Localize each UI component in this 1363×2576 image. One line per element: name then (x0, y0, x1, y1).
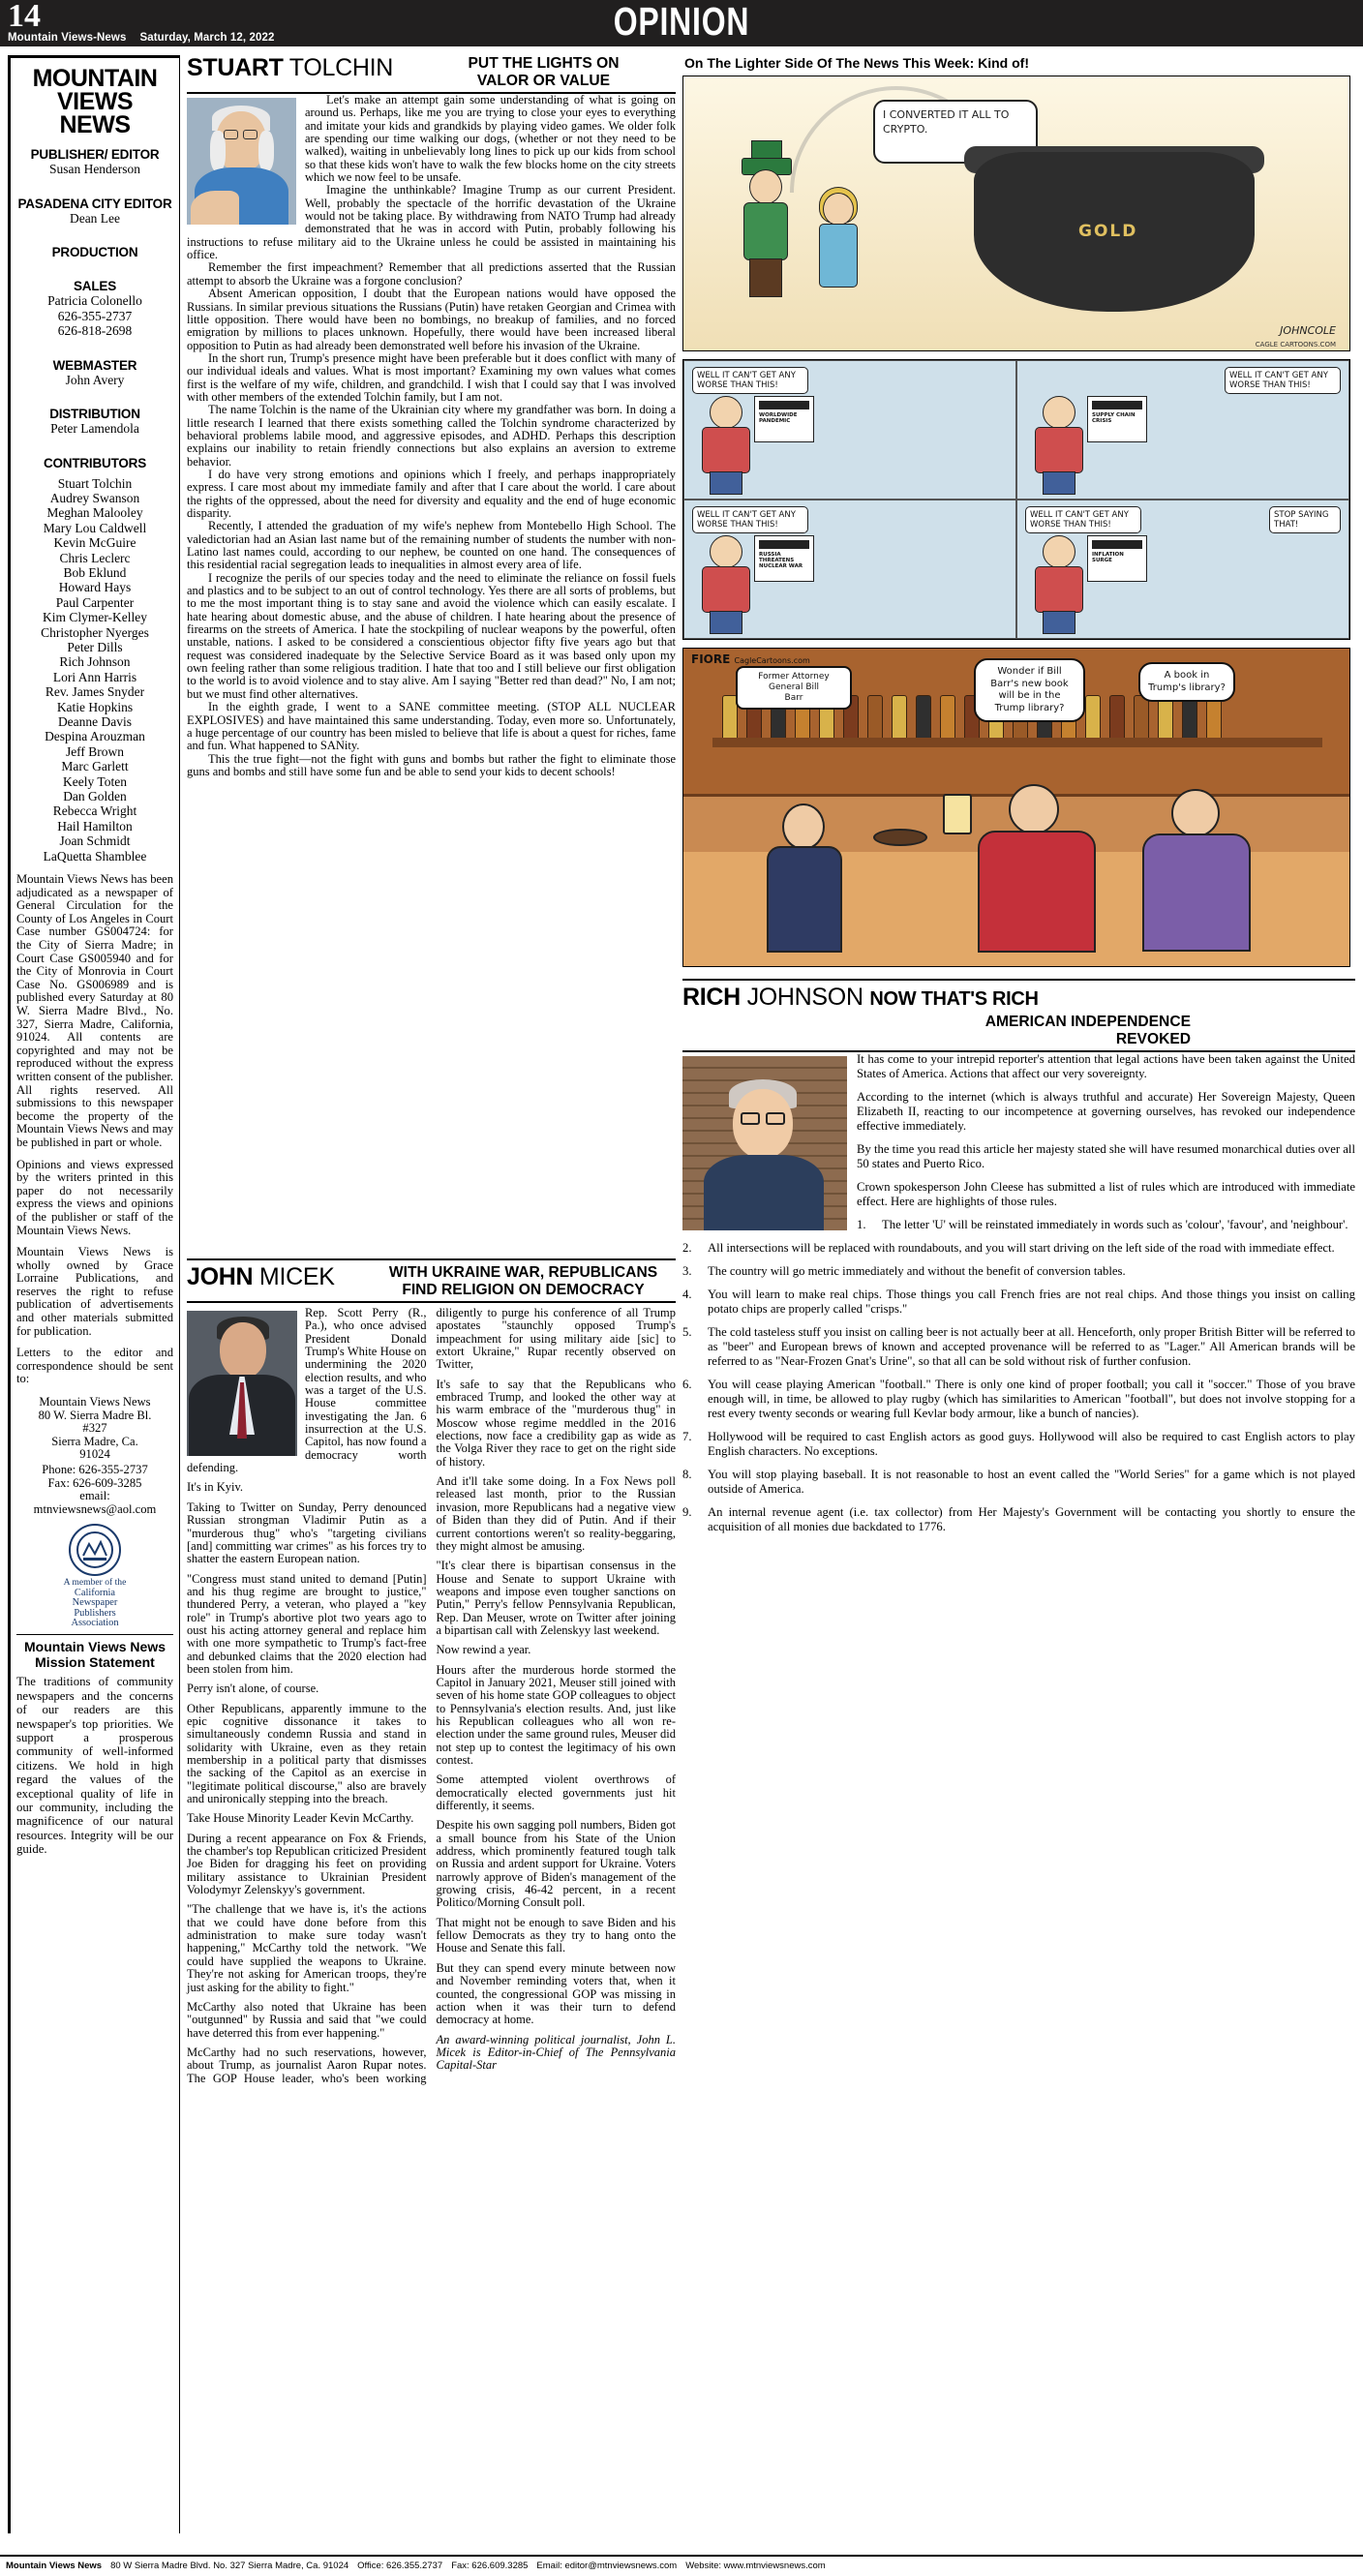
role-title-publisher: PUBLISHER/ EDITOR (30, 147, 160, 162)
sales-phone-1: 626-355-2737 (57, 308, 133, 323)
address-line: #327 (82, 1421, 107, 1436)
contributor-name: Meghan Malooley (46, 505, 143, 521)
micek-paragraph: That might not be enough to save Biden and his fellow Democrats as they try to hang onto the House and Senate this fall. (436, 1915, 676, 1955)
micek-paragraph: "It's clear there is bipartisan consensus in the House and Senate to support Ukraine with weapons and impose even tougher sanctions on Putin," Perry's fellow Pennsylvania Republican, Rep. Dan Meuser, wrote on Twitter after joining a bipartisan call with Zelenskyy last weekend. (436, 1559, 676, 1637)
stuart-paragraph: This the true fight—not the fight with guns and bombs but rather the fight to eliminate those guns and bombs and still have some fun and be able to send your kids to decent schools! (187, 751, 676, 778)
cnpa-line: Association (71, 1618, 119, 1628)
rich-rule-number: 9. (682, 1505, 692, 1519)
stuart-headline-line-2: VALOR OR VALUE (476, 73, 611, 89)
stuart-byline (187, 55, 411, 81)
rich-intro-paragraph: By the time you read this article her majesty stated she will have resumed monarchical duties over all 50 states and Puerto Rico. (857, 1142, 1355, 1170)
contributor-name: Rev. James Snyder (45, 684, 145, 700)
cartoon2-panel-1-caption: WELL IT CAN'T GET ANY WORSE THAN THIS! (692, 367, 808, 394)
sidebar-role-distribution (16, 407, 173, 437)
contributor-name: Jeff Brown (65, 743, 125, 759)
contributor-name: Joan Schmidt (59, 833, 131, 849)
micek-byline-last: MICEK (258, 1263, 335, 1290)
micek-byline-first: JOHN (187, 1263, 254, 1290)
rich-rule-number: 6. (682, 1378, 692, 1391)
address-line: Sierra Madre, Ca. (51, 1434, 138, 1448)
cartoon2-panel-4 (1016, 500, 1349, 639)
contributor-name: Katie Hopkins (56, 699, 134, 714)
rich-rule-number: 7. (682, 1430, 692, 1443)
stuart-byline-last: TOLCHIN (288, 54, 393, 81)
cartoon2-panel-2-caption: WELL IT CAN'T GET ANY WORSE THAN THIS! (1225, 367, 1341, 394)
footer-address: 80 W Sierra Madre Blvd. No. 327 Sierra Madre, Ca. 91024 (110, 2561, 349, 2571)
cartoon3-patron-3 (1138, 789, 1255, 949)
role-title-pasadena-editor: PASADENA CITY EDITOR (17, 196, 172, 211)
cartoon2-panel-4-caption-2: STOP SAYING THAT! (1269, 506, 1341, 533)
stuart-tolchin-column (187, 55, 676, 778)
contributor-name: Peter Dills (67, 639, 123, 654)
cartoon3-patron-2 (974, 784, 1100, 949)
stuart-paragraph: In the eighth grade, I went to a SANE committee meeting. (STOP ALL NUCLEAR EXPLOSIVES) and have maintained this same understanding. Today, even more so. Unfortunately, a huge percentage of our country has been misled to believe that life is about a quest for riches, fame and fun. What happened to SANity. (187, 700, 676, 753)
micek-paragraph: Perry isn't alone, of course. (187, 1682, 319, 1696)
contributor-name: Christopher Nyerges (41, 624, 149, 640)
cnpa-line: Newspaper (72, 1597, 118, 1609)
cartoon2-panel-4-headline: INFLATION SURGE (1092, 552, 1124, 563)
contributor-name: Audrey Swanson (49, 490, 140, 505)
micek-paragraph: Now rewind a year. (436, 1643, 531, 1657)
stuart-paragraph: In the short run, Trump's presence might have been preferable but it does conflict with many of our individual ideals and values. What is most important? Examining my own values what comes first is the welfare of my wife, children, and grandchild. I wish that I could say that I was involved with other members of the extended Tolchin family, but I am not. (187, 350, 676, 404)
rich-byline (682, 985, 1039, 1013)
rich-rule-text: All intersections will be replaced with roundabouts, and you will start driving on the left side of the road with immediate effect. (708, 1241, 1335, 1255)
section-title: OPINION (613, 0, 750, 44)
cnpa-line: A member of the (63, 1577, 127, 1589)
rich-byline-first: RICH (682, 984, 741, 1011)
role-name-webmaster: John Avery (65, 372, 125, 387)
cartoon2-panel-4-caption: WELL IT CAN'T GET ANY WORSE THAN THIS! (1025, 506, 1141, 533)
cartoon2-panel-3-caption: WELL IT CAN'T GET ANY WORSE THAN THIS! (692, 506, 808, 533)
micek-paragraph: "Congress must stand united to demand [Putin] and his thug regime are brought to justice," thundered Perry, a veteran, who played a "key role" in Trump's abortive plot two years ago to oust his acting attorney general and replace him with one more sympathetic to Trump's fact-free and debunked claims that the 2020 election had been stolen from him. (187, 1571, 427, 1676)
stuart-paragraph: I do have very strong emotions and opinions which I freely, and perhaps inappropriately express. I care most about my immediate family and after that I care about the world. I care about the rights of the oppressed, about the need for diversity and equality and the end of huge economic disparity. (187, 467, 676, 520)
rich-rule-text: An internal revenue agent (i.e. tax collector) from Her Majesty's Government will be contacting you shortly to ensure the acquisition of all monies due backdated to 1776. (708, 1505, 1355, 1533)
cartoon-bar-scene (682, 648, 1350, 967)
role-name-pasadena-editor: Dean Lee (69, 210, 121, 226)
cartoon3-barr-label-line-2: General Bill (768, 682, 819, 692)
rich-rule-number: 2. (682, 1241, 692, 1255)
role-name-distribution: Peter Lamendola (50, 421, 139, 436)
role-title-sales: SALES (73, 279, 116, 293)
contributor-name: Mary Lou Caldwell (43, 520, 147, 535)
newspaper-info-sidebar (8, 55, 180, 2533)
page-number: 14 (8, 0, 41, 34)
rich-rule-text: The cold tasteless stuff you insist on calling beer is not actually beer at all. Henceforth, only proper British Bitter will be referred to as "beer" and European brews of known and accepted provenance will be referred to as "Lager." All American brands will be referred to as "Near-Frozen Gnat's Urine", so that all can be sold without risk of further confusion. (708, 1325, 1355, 1368)
stuart-paragraph: The name Tolchin is the name of the Ukrainian city where my grandfather was born. In doing a little research I learned that there exists something called the Tolchin syndrome characterized by behavioral problems labile mood, and aggressive episodes, and ADHD. Perhaps this description explains our inability to retain friendly connections but also explains an aversion to extreme behavior. (187, 403, 676, 469)
contributor-name: Rich Johnson (59, 654, 131, 670)
cnpa-membership-badge (22, 1524, 167, 1628)
rich-byline-tail: NOW THAT'S RICH (869, 988, 1039, 1010)
sidebar-contact-block (16, 1464, 173, 1516)
micek-paragraph: "The challenge that we have is, it's the actions that we could have done before from this administration to make sure today wasn't happening," McCarthy told the network. "We could have supplied the weapons to Ukraine. They're not asking for American troops, they're just asking for the ability to fight." (187, 1902, 427, 1994)
sidebar-fax: Fax: 626-609-3285 (47, 1475, 142, 1490)
stuart-paragraph: Let's make an attempt gain some understanding of what is going on around us. Perhaps, like me you are trying to close your eyes to everything and imitate your kids and grandkids by playing video games. We older folk are spending our time walking our dogs, (whether or not they need to be walked), waiting in unbelievably long lines to pick up our kids from school so that these kids won't have to walk the few blocks home on the city streets which we now feel to be unsafe. (305, 93, 676, 185)
contributor-name: Stuart Tolchin (57, 475, 133, 491)
cartoon2-panel-3-headline: RUSSIA THREATENS NUCLEAR WAR (759, 552, 803, 569)
micek-author-credit (437, 2034, 677, 2073)
footer-paper-name: Mountain Views News (6, 2561, 103, 2571)
address-line: 91024 (79, 1447, 110, 1462)
micek-credit-text: An award-winning political journalist, John L. Micek is Editor-in-Chief of The Pennsylvania Capital-Star (436, 2032, 676, 2073)
stuart-byline-row (187, 55, 676, 90)
contributor-name: Paul Carpenter (55, 594, 135, 610)
page-footer (0, 2555, 1363, 2576)
rich-rule-item (682, 1430, 1355, 1459)
sidebar-logo-line-3: NEWS (59, 111, 131, 138)
rich-intro-paragraph: It has come to your intrepid reporter's attention that legal actions have been taken against the United States of America. Actions that affect our very sovereignty. (857, 1052, 1355, 1080)
rich-rule-number: 4. (682, 1288, 692, 1301)
legal-paragraph: Opinions and views expressed by the writers printed in this paper do not necessarily express the views and opinions of the publisher or staff of the Mountain Views News. (16, 1157, 173, 1237)
contributor-name: Rebecca Wright (52, 803, 137, 819)
cartoon3-signature-sub: CagleCartoons.com (734, 656, 810, 665)
stuart-paragraph: Recently, I attended the graduation of my wife's nephew from Montebello High School. The valedictorian had an Asian last name but of the remaining number of students the number with non-Latino last names could, according to our nephew, be counted on one hand. The consequences of this residential racial segregation leads to inequalities in almost every area of life. (187, 519, 676, 572)
rich-rule-item (857, 1218, 1355, 1232)
cartoon-pot-of-gold (682, 76, 1350, 351)
sidebar-email-label: email: (79, 1489, 110, 1503)
contributor-name: LaQuetta Shamblee (43, 848, 147, 864)
mission-title-1: Mountain Views News (24, 1639, 166, 1655)
sales-phone-2: 626-818-2698 (57, 323, 133, 338)
micek-paragraph: But they can spend every minute between now and November reminding voters that, when it counted, the congressional GOP was missing in action when it was their turn to defend democracy at home. (436, 1960, 676, 2027)
cartoon3-beer-mug (943, 794, 972, 834)
role-title-distribution: DISTRIBUTION (49, 407, 140, 421)
cnpa-seal-icon (69, 1524, 121, 1576)
legal-paragraph: Mountain Views News has been adjudicated as a newspaper of General Circulation for the County of Los Angeles in Court Case number GS004724: for the City of Sierra Madre; in Court Case GS005940 and for the City of Monrovia in Court Case No. GS006989 and is published every Saturday at 80 W. Sierra Madre Blvd., No. 327, Sierra Madre, California, 91024. All contents are copyrighted and may not be reproduced without the express written consent of the publisher. All rights reserved. All submissions to this newspaper become the property of the Mountain Views News and may be published in part or whole. (16, 872, 174, 1149)
contributor-name: Deanne Davis (57, 714, 133, 729)
sidebar-role-production (16, 245, 173, 259)
rich-article-rules (682, 1218, 1355, 1534)
address-line: 80 W. Sierra Madre Bl. (38, 1408, 152, 1422)
contributor-name: Kim Clymer-Kelley (42, 610, 148, 625)
micek-paragraph: Despite his own sagging poll numbers, Biden got a small bounce from his State of the Union address, which prominently featured tough talk on Russia and ardent support for Ukraine. Voters narrowly approve of Biden's management of the growing crisis, 46-42 percent, in a recent Politico/Morning Consult poll. (436, 1818, 676, 1910)
rich-rule-text: You will stop playing baseball. It is not reasonable to host an event called the "World Series" for a game which is not played outside of America. (708, 1468, 1355, 1496)
masthead-bar (0, 0, 1363, 46)
cartoon2-panel-1-headline: WORLDWIDE PANDEMIC (759, 412, 798, 424)
rich-rule-item (682, 1505, 1355, 1534)
cartoon1-woman-figure (815, 193, 862, 299)
micek-paragraph: And it'll take some doing. In a Fox News poll released last month, prior to the Russian invasion, more Republicans had a negative view of Biden than they did of Putin. And if their current contortions weren't so reality-beggaring, they might almost be amusing. (436, 1474, 676, 1553)
rich-intro-paragraph: Crown spokesperson John Cleese has submitted a list of rules which are introduced with immediate effect. Here are highlights of those rules. (857, 1180, 1355, 1208)
rich-rule-item (682, 1288, 1355, 1317)
cartoon1-speech-bubble: I CONVERTED IT ALL TO CRYPTO. (883, 108, 1010, 136)
rich-rule-item (682, 1264, 1355, 1279)
stuart-paragraph: Imagine the unthinkable? Imagine Trump as our current President. Well, probably the spectacle of the horrific devastation of the Ukraine would not be taking place. By withdrawing from NATO Trump had already demonstrated that he was in accord with Putin, probably following his instructions to refuse military aid to the Ukraine unless he could be assisted in maintaining his office. (187, 183, 676, 262)
contributor-name: Despina Arouzman (45, 729, 145, 744)
cartoon3-barr-label (736, 666, 852, 710)
cnpa-line: California (74, 1587, 116, 1598)
rich-johnson-portrait (682, 1056, 847, 1230)
cartoon2-panel-1 (683, 360, 1016, 500)
sidebar-email[interactable]: mtnviewsnews@aol.com (33, 1501, 157, 1516)
contributor-name: Lori Ann Harris (52, 669, 137, 684)
cartoon2-panel-2 (1016, 360, 1349, 500)
sidebar-logo-line-1: MOUNTAIN (32, 65, 158, 92)
rich-rule-item (682, 1325, 1355, 1369)
micek-paragraph: Rep. Scott Perry (R., Pa.), who once advised President Donald Trump's White House on undermining the 2020 election results, and who was a target of the U.S. House committee investigating the Jan. 6 insurrection at the U.S. Capitol, has now found a democracy worth defending. (187, 1306, 427, 1475)
cartoon3-bubble-2: A book in Trump's library? (1138, 662, 1235, 702)
right-column (682, 55, 1355, 1543)
sidebar-legal-text (16, 873, 173, 1386)
micek-paragraph: It's safe to say that the Republicans who embraced Trump, and looked the other way at his warm embrace of the "murderous thug" in Moscow whose regime meddled in the 2016 elections, now face a credibility gap as wide as the Volga River they race to get on the right side of history. (436, 1377, 676, 1469)
cartoon3-barr-label-line-1: Former Attorney (758, 672, 830, 682)
stuart-headline-line-1: PUT THE LIGHTS ON (468, 55, 620, 72)
contributor-name: Keely Toten (63, 773, 127, 789)
role-name-publisher: Susan Henderson (48, 162, 141, 176)
role-title-webmaster: WEBMASTER (52, 357, 137, 373)
rich-byline-last: JOHNSON (746, 984, 863, 1011)
rich-rule-text: You will cease playing American "football." There is only one kind of proper football; you call it "soccer." Those of you brave enough will, in time, be allowed to play rugby (which has similarities to American "football", but does not involve stopping for a rest every twenty seconds or wearing full Kevlar body armour, like a bunch of nancies). (708, 1378, 1355, 1420)
john-micek-column (187, 1258, 676, 2085)
mission-title-2: Mission Statement (35, 1654, 155, 1671)
micek-paragraph: Hours after the murderous horde stormed the Capitol in January 2021, Meuser still joined with seven of his home state GOP colleagues to object to Pennsylvania's election results. And, just like his Republican colleagues who all won re-election under the same ground rules, Meuser did not step up to contest the legitimacy of his own contest. (436, 1662, 676, 1767)
address-line: Mountain Views News (39, 1395, 151, 1409)
rich-rule-item (682, 1378, 1355, 1421)
footer-office: Office: 626.355.2737 (357, 2561, 443, 2571)
micek-byline-row (187, 1264, 676, 1299)
sidebar-role-pasadena-editor (16, 197, 173, 227)
stuart-paragraph: I recognize the perils of our species today and the need to eliminate the reliance on fossil fuels and plastics and to be subject to an out of control technology. Yes there are all sorts of problems, but to me the most important thing is to stay sane and avoid the violence which can easily escalate. I hate hearing about domestic abuse, and the abuse of children. I hate hearing about the presence of firearms on the streets of America. I hate the stockpiling of nuclear weapons by the powerful, often unstable, nations. I asked to be considered a conscientious objector fifty five years ago but that request was considered inadequate by the Selective Service Board as it was based only upon my own feeling rather than some religious tradition. I hate that too and I still believe our first obligation to the world is to avoid violence and to stay alive. Am I saying "Better red than dead?" No, I am not; but we must find other alternatives. (187, 570, 676, 701)
cartoon3-patron-1 (761, 803, 848, 949)
cartoon1-signature: JOHNCOLE (1280, 324, 1336, 337)
rich-rule-text: The country will go metric immediately and without the benefit of conversion tables. (708, 1264, 1126, 1278)
cartoon1-pot-label: GOLD (1078, 222, 1138, 241)
micek-paragraph: McCarthy had no such reservations, however, about Trump, as journalist Aaron Rupar notes. The GOP House leader, who's been working diligently to purge his conference of all Trump apostates "staunchly opposed Trump's impeachment for using military aide [sic] to extort Ukraine," Rupar recently observed on Twitter, (187, 1306, 676, 2085)
stuart-byline-first: STUART (187, 54, 284, 81)
sidebar-phone: Phone: 626-355-2737 (42, 1463, 148, 1476)
cnpa-line: Publishers (74, 1607, 116, 1619)
contributor-name: Chris Leclerc (59, 550, 131, 565)
cartoon-newspaper-panels (682, 359, 1350, 640)
contributor-name: Howard Hays (58, 580, 132, 595)
rich-rule-text: You will learn to make real chips. Those things you call French fries are not real chips. And those things you insist on calling potato chips are properly called "crisps." (708, 1288, 1355, 1316)
sidebar-logo-line-2: VIEWS (56, 88, 134, 115)
rich-rule-number: 3. (682, 1264, 692, 1278)
cartoon3-signature (691, 652, 810, 666)
cartoon1-signature-sub: CAGLE CARTOONS.COM (1255, 341, 1336, 349)
sidebar-role-sales (16, 279, 173, 339)
sidebar-role-publisher (16, 147, 173, 177)
cartoon2-panel-2-headline: SUPPLY CHAIN CRISIS (1092, 412, 1136, 424)
cartoon3-signature-name: FIORE (691, 652, 731, 666)
role-name-sales: Patricia Colonello (47, 293, 142, 308)
lighter-side-title: On The Lighter Side Of The News This Week: Kind of! (684, 55, 1029, 71)
contributor-name: Kevin McGuire (53, 535, 136, 551)
micek-byline (187, 1264, 371, 1290)
micek-paragraph: It's in Kyiv. (187, 1480, 244, 1495)
sidebar-mailing-address (16, 1396, 173, 1462)
rich-rule-number: 1. (857, 1218, 866, 1231)
sidebar-roles (16, 147, 173, 437)
rich-rule-number: 5. (682, 1325, 692, 1339)
contributor-name: Marc Garlett (61, 759, 129, 774)
mission-statement-body: The traditions of community newspapers and the concerns of our readers are this newspaper's top priorities. We support a prosperous community of well-informed citizens. We hold in high regard the values of the exceptional quality of life in our community, including the magnificence of our natural resources. Integrity will be our guide. (16, 1675, 173, 1857)
footer-email[interactable]: Email: editor@mtnviewsnews.com (536, 2561, 678, 2571)
contributor-name: Bob Eklund (63, 564, 127, 580)
rich-rule-text: The letter 'U' will be reinstated immediately in words such as 'colour', 'favour', and 'neighbour'. (882, 1218, 1348, 1231)
masthead-paper-name: Mountain Views-News (8, 32, 127, 44)
cartoon3-barr-label-line-3: Barr (784, 693, 803, 703)
role-title-production: PRODUCTION (51, 245, 138, 259)
cartoon3-bubble-1: Wonder if Bill Barr's new book will be in the Trump library? (974, 658, 1085, 722)
rich-rule-text: Hollywood will be required to cast English actors as good guys. Hollywood will also be required to cast English actors to play English characters. No exceptions. (708, 1430, 1355, 1458)
contributor-name: Dan Golden (63, 789, 127, 804)
cartoon3-snack-bowl (873, 829, 927, 846)
cnpa-text (22, 1578, 167, 1628)
sidebar-logo (16, 67, 173, 136)
stuart-paragraph: Absent American opposition, I doubt that the European nations would have opposed the Russians. In similar previous situations the Russians (Putin) have retaken Georgian and Crimea with little opposition. There would have been no bombings, no breakup of families, and no forced emigration by millions to places unknown. Hopefully, there would have been increased liberal opposition to Putin as had already been demonstrated well before his invasion of the Ukraine. (187, 287, 676, 352)
legal-paragraph: Mountain Views News is wholly owned by Grace Lorraine Publications, and reserves the right to refuse publication of advertisements and other materials submitted for publication. (16, 1245, 173, 1338)
rich-rule-item (682, 1468, 1355, 1497)
micek-headline-line-2: FIND RELIGION ON DEMOCRACY (402, 1282, 645, 1298)
rich-rule-item (682, 1241, 1355, 1256)
footer-fax: Fax: 626.609.3285 (451, 2561, 529, 2571)
micek-paragraph: Taking to Twitter on Sunday, Perry denounced Russian strongman Vladimir Putin as a "murderous thug" who's "targeting civilians [and] committing war crimes" as his forces try to shatter the eastern European nation. (187, 1500, 427, 1566)
micek-paragraph: Some attempted violent overthrows of democratically elected governments just hit differently, it seems. (436, 1773, 676, 1813)
sidebar-role-webmaster (16, 358, 173, 388)
micek-paragraph: McCarthy also noted that Ukraine has been "outgunned" by Russia and said that "we could have deterred this from ever happening." (187, 1999, 427, 2040)
masthead-date: Saturday, March 12, 2022 (139, 32, 275, 44)
rich-byline-row (682, 985, 1355, 1013)
cartoon1-leprechaun-figure (742, 169, 792, 295)
micek-headline-line-1: WITH UKRAINE WAR, REPUBLICANS (388, 1264, 658, 1281)
stuart-tolchin-portrait (187, 98, 296, 225)
contributor-name: Hail Hamilton (57, 818, 133, 833)
contributors-list (16, 476, 173, 864)
rich-headline-line-2: REVOKED (1115, 1031, 1191, 1047)
micek-paragraph: Other Republicans, apparently immune to the epic cognitive dissonance it takes to simultaneously condemn Russia and stand in solidarity with Ukraine, even as they retain membership in a political party that dismisses the sacking of the Capitol as an exercise in "legitimate political discourse," also are bravely and unironically stepping into the breach. (187, 1701, 427, 1806)
cartoon2-panel-3 (683, 500, 1016, 639)
legal-paragraph: Letters to the editor and correspondence should be sent to: (16, 1346, 173, 1386)
stuart-paragraph: Remember the first impeachment? Remember that all predictions asserted that the Russian attempt to absorb the Ukraine was a forgone conclusion? (187, 260, 676, 288)
micek-paragraph: Take House Minority Leader Kevin McCarthy. (187, 1811, 414, 1826)
rich-rule-number: 8. (682, 1468, 692, 1481)
footer-website[interactable]: Website: www.mtnviewsnews.com (685, 2561, 826, 2571)
contributors-title: CONTRIBUTORS (43, 455, 147, 470)
john-micek-portrait (187, 1311, 297, 1456)
micek-paragraph: During a recent appearance on Fox & Friends, the chamber's top Republican criticized President Joe Biden for dragging his feet on providing military assistance to Ukrainian President Volodymyr Zelenskyy's government. (187, 1831, 427, 1897)
rich-intro-paragraph: According to the internet (which is always truthful and accurate) Her Sovereign Majesty, Queen Elizabeth II, reacting to our incompetence at governing ourselves, has revoked our independence effective immediately. (857, 1090, 1355, 1133)
rich-headline-line-1: AMERICAN INDEPENDENCE (984, 1014, 1191, 1030)
